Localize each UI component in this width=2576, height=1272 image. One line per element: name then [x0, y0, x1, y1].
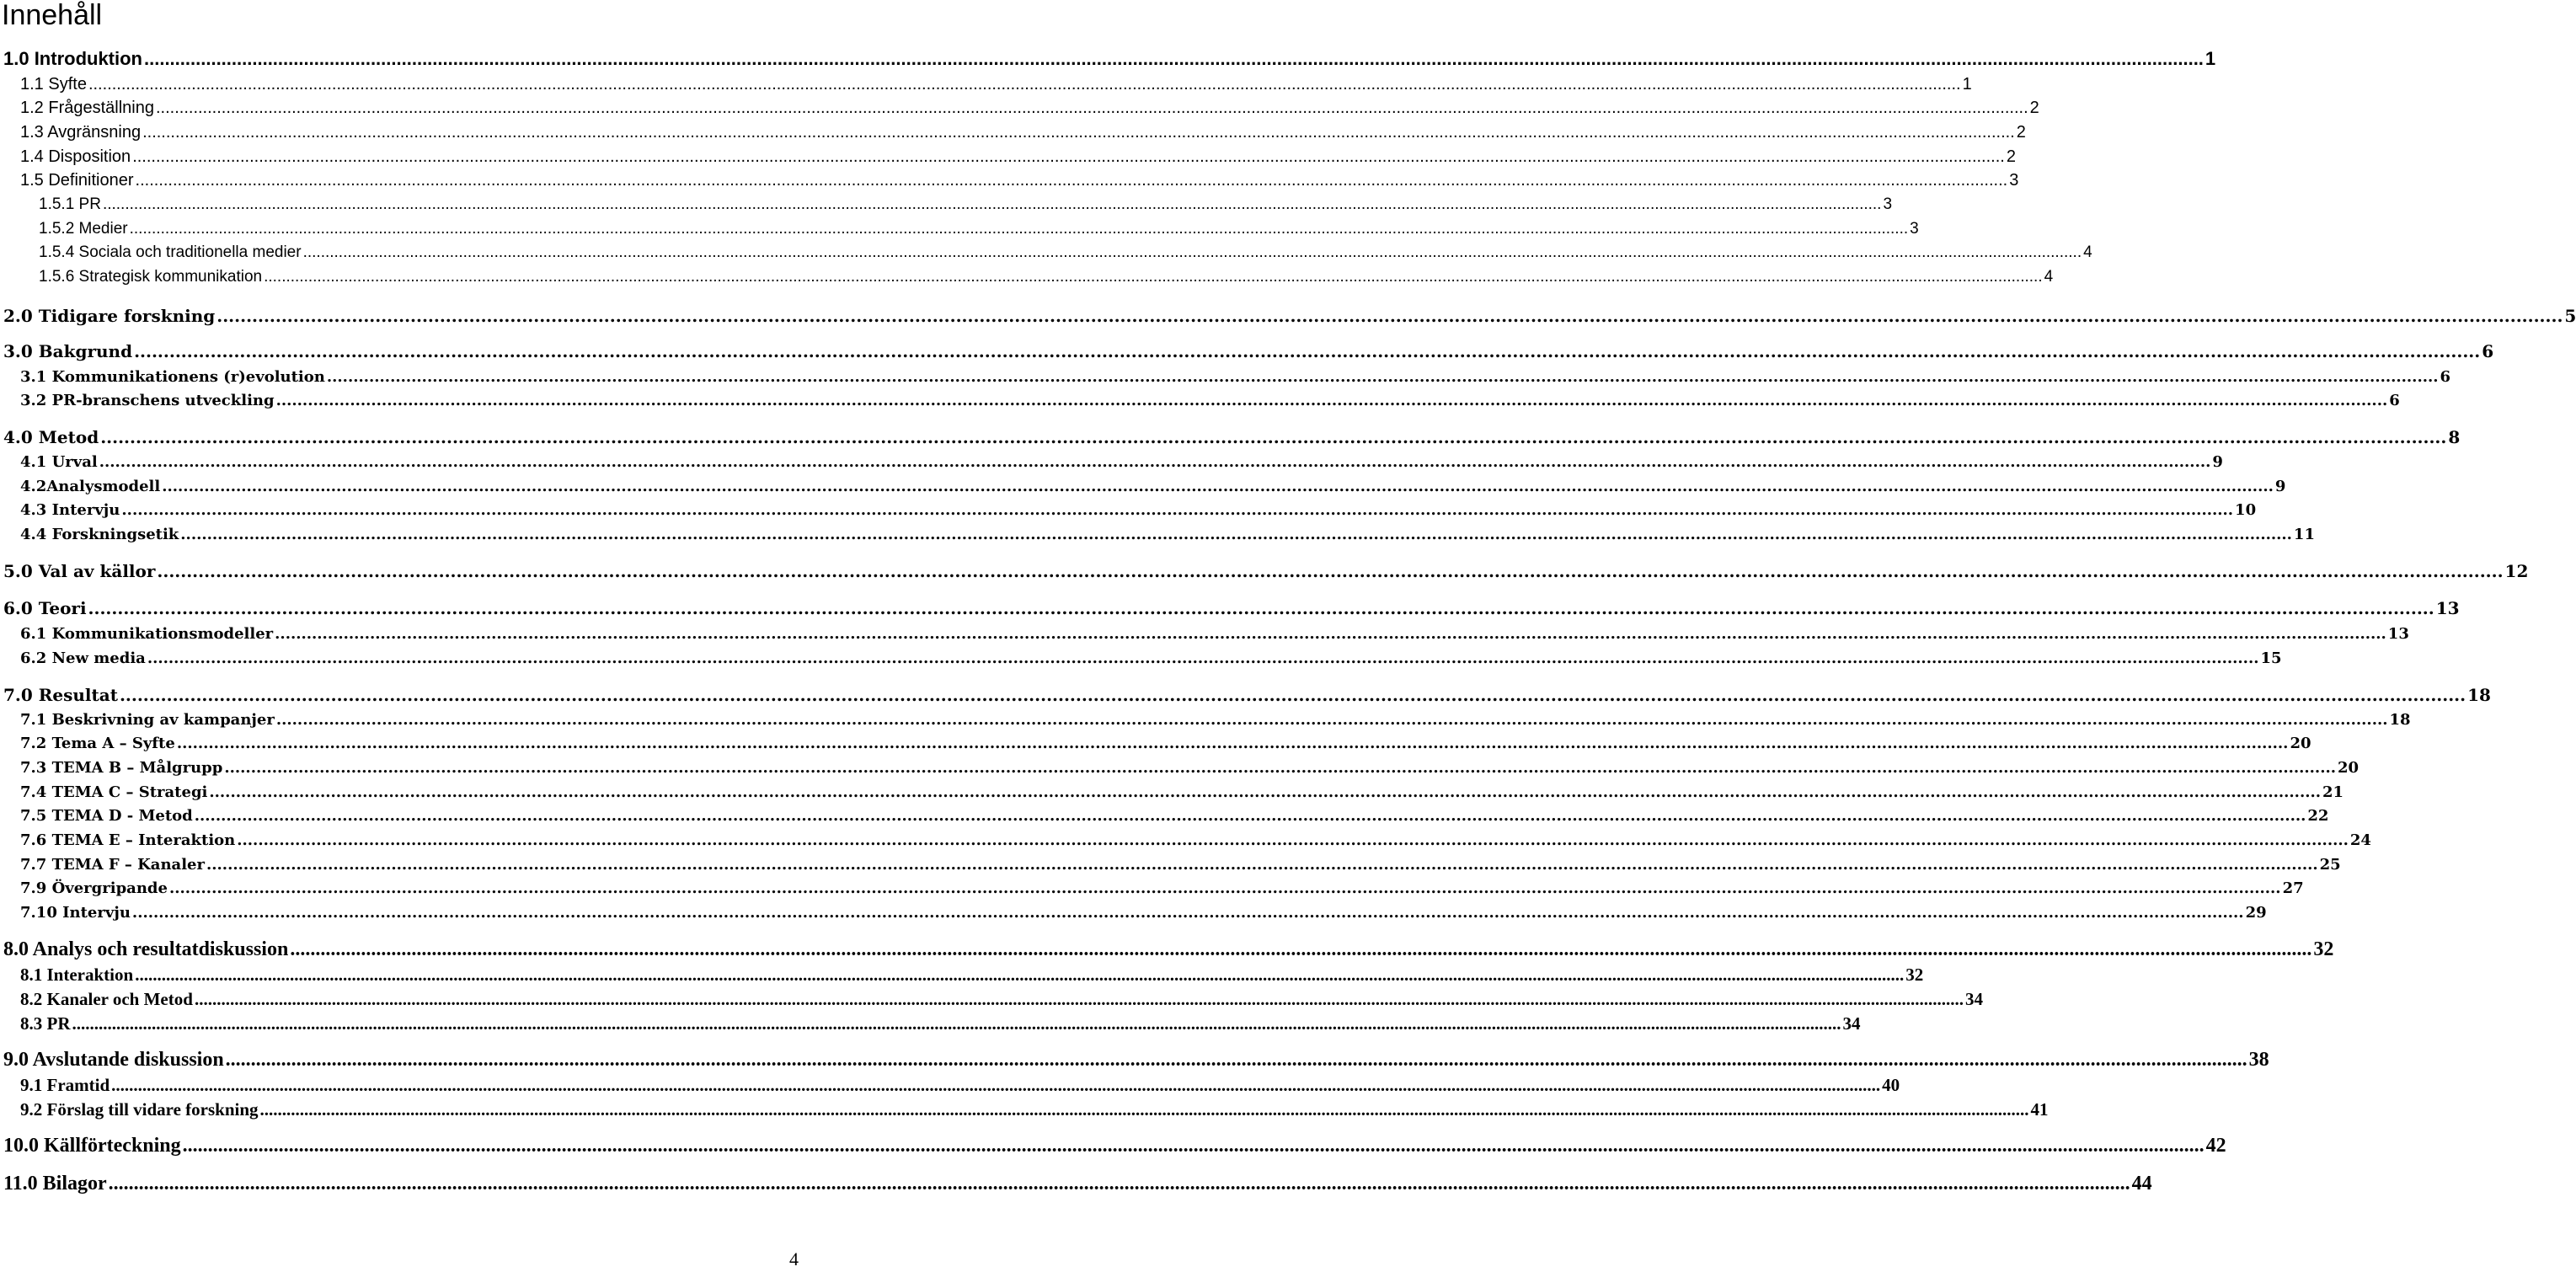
toc-entry-page: 15	[2260, 649, 2282, 667]
toc-leader-dots: ................................................................................................................................................................................................................................................................................................................................................................................................................	[108, 1173, 2130, 1195]
toc-entry[interactable]	[20, 710, 2411, 730]
toc-entry-title: 6.0 Teori	[3, 598, 87, 618]
toc-entry[interactable]	[20, 806, 2329, 826]
toc-entry-title: 6.2 New media	[20, 649, 146, 667]
toc-entry-title: 4.4 Forskningsetik	[20, 526, 179, 543]
toc-entry-page: 12	[2504, 561, 2529, 581]
toc-entry-page: 32	[2313, 938, 2334, 960]
page-number: 4	[789, 1248, 799, 1269]
toc-entry-title: 11.0 Bilagor	[3, 1173, 107, 1195]
toc-entry-title: 3.0 Bakgrund	[3, 341, 133, 361]
toc-entry[interactable]	[20, 903, 2267, 923]
toc-leader-dots: ................................................................................................................................................................................................................................................................................................................................................................................................................	[119, 685, 2466, 705]
toc-leader-dots: ................................................................................................................................................................................................................................................................................................................................................................................................................	[216, 306, 2563, 326]
toc-leader-dots: ................................................................................................................................................................................................................................................................................................................................................................................................................	[135, 171, 2008, 190]
toc-leader-dots: ................................................................................................................................................................................................................................................................................................................................................................................................................	[180, 526, 2292, 543]
toc-entry-title: 8.1 Interaktion	[20, 965, 134, 985]
toc-entry[interactable]	[20, 965, 1924, 985]
toc-leader-dots: ................................................................................................................................................................................................................................................................................................................................................................................................................	[176, 735, 2289, 752]
toc-leader-dots: ................................................................................................................................................................................................................................................................................................................................................................................................................	[264, 268, 2043, 286]
toc-entry-page: 44	[2131, 1173, 2152, 1195]
toc-entry-page: 4	[2044, 268, 2054, 286]
toc-entry[interactable]	[20, 1075, 1900, 1095]
toc-entry-page: 21	[2322, 783, 2344, 801]
toc-leader-dots: ................................................................................................................................................................................................................................................................................................................................................................................................................	[182, 1135, 2205, 1157]
toc-entry[interactable]	[39, 267, 2054, 287]
toc-entry-title: 8.3 PR	[20, 1013, 71, 1034]
toc-entry-page: 11	[2293, 526, 2315, 543]
toc-entry-title: 1.2 Frågeställning	[20, 99, 154, 117]
toc-entry[interactable]	[39, 219, 1919, 239]
toc-entry-title: 7.1 Beskrivning av kampanjer	[20, 711, 275, 729]
toc-leader-dots: ................................................................................................................................................................................................................................................................................................................................................................................................................	[224, 759, 2336, 777]
toc-entry[interactable]	[20, 624, 2409, 644]
toc-leader-dots: ................................................................................................................................................................................................................................................................................................................................................................................................................	[326, 368, 2439, 386]
toc-entry[interactable]	[20, 170, 2019, 190]
toc-entry-page: 34	[1964, 989, 1983, 1009]
toc-entry[interactable]	[20, 989, 1983, 1009]
toc-leader-dots: ................................................................................................................................................................................................................................................................................................................................................................................................................	[275, 392, 2388, 409]
toc-entry-page: 20	[2338, 759, 2360, 777]
toc-entry-title: 1.5 Definitioner	[20, 171, 134, 190]
toc-entry[interactable]	[20, 1099, 2049, 1120]
toc-entry[interactable]	[3, 425, 2461, 449]
toc-entry-page: 5	[2564, 306, 2576, 326]
toc-entry-page: 13	[2435, 598, 2460, 618]
toc-entry[interactable]	[20, 879, 2304, 899]
toc-entry[interactable]	[3, 683, 2491, 707]
toc-entry-title: 4.2Analysmodell	[20, 478, 161, 495]
toc-entry-page: 32	[1905, 965, 1924, 985]
toc-leader-dots: ................................................................................................................................................................................................................................................................................................................................................................................................................	[168, 879, 2281, 897]
toc-entry[interactable]	[20, 122, 2026, 142]
toc-entry-page: 34	[1842, 1013, 1861, 1034]
toc-entry-page: 40	[1882, 1075, 1900, 1095]
toc-entry-title: 4.1 Urval	[20, 453, 98, 471]
toc-entry-page: 6	[2389, 392, 2400, 409]
toc-entry-title: 7.6 TEMA E – Interaktion	[20, 831, 236, 849]
toc-entry-title: 4.3 Intervju	[20, 501, 120, 519]
toc-entry[interactable]	[20, 477, 2286, 497]
toc-entry[interactable]	[20, 783, 2344, 803]
toc-leader-dots: ................................................................................................................................................................................................................................................................................................................................................................................................................	[144, 48, 2204, 69]
toc-leader-dots: ................................................................................................................................................................................................................................................................................................................................................................................................................	[275, 625, 2386, 643]
toc-entry-title: 6.1 Kommunikationsmodeller	[20, 625, 274, 643]
toc-entry[interactable]	[20, 147, 2016, 167]
toc-entry-page: 6	[2482, 341, 2494, 361]
toc-leader-dots: ................................................................................................................................................................................................................................................................................................................................................................................................................	[102, 195, 1882, 213]
toc-entry-page: 27	[2282, 879, 2304, 897]
toc-entry-title: 4.0 Metod	[3, 427, 99, 447]
toc-entry-title: 7.2 Tema A – Syfte	[20, 735, 175, 752]
toc-entry-title: 5.0 Val av källor	[3, 561, 156, 581]
toc-entry-title: 3.2 PR-branschens utveckling	[20, 392, 275, 409]
toc-entry-title: 9.0 Avslutande diskussion	[3, 1049, 224, 1071]
toc-entry-page: 3	[1883, 195, 1893, 213]
toc-leader-dots: ................................................................................................................................................................................................................................................................................................................................................................................................................	[88, 598, 2434, 618]
toc-leader-dots: ................................................................................................................................................................................................................................................................................................................................................................................................................	[100, 427, 2447, 447]
toc-leader-dots: ................................................................................................................................................................................................................................................................................................................................................................................................................	[129, 220, 1909, 238]
toc-entry-title: 1.5.1 PR	[39, 195, 101, 213]
toc-leader-dots: ................................................................................................................................................................................................................................................................................................................................................................................................................	[88, 75, 1961, 94]
toc-entry-page: 8	[2448, 427, 2461, 447]
toc-entry-page: 9	[2212, 453, 2223, 471]
toc-entry-page: 18	[2467, 685, 2491, 705]
toc-entry[interactable]	[3, 559, 2529, 583]
toc-entry-title: 7.4 TEMA C – Strategi	[20, 783, 208, 801]
toc-leader-dots: ................................................................................................................................................................................................................................................................................................................................................................................................................	[290, 938, 2312, 960]
toc-entry-page: 9	[2274, 478, 2286, 495]
toc-leader-dots: ................................................................................................................................................................................................................................................................................................................................................................................................................	[135, 965, 1905, 985]
toc-entry[interactable]	[3, 596, 2460, 620]
toc-entry-title: 3.1 Kommunikationens (r)evolution	[20, 368, 325, 386]
toc-entry-title: 9.1 Framtid	[20, 1075, 110, 1095]
toc-leader-dots: ................................................................................................................................................................................................................................................................................................................................................................................................................	[209, 783, 2322, 801]
toc-entry-title: 1.5.6 Strategisk kommunikation	[39, 268, 263, 286]
toc-entry-page: 10	[2235, 501, 2257, 519]
toc-leader-dots: ................................................................................................................................................................................................................................................................................................................................................................................................................	[225, 1049, 2247, 1071]
toc-leader-dots: ................................................................................................................................................................................................................................................................................................................................................................................................................	[121, 501, 2234, 519]
toc-entry-page: 13	[2387, 625, 2409, 643]
toc-entry[interactable]	[3, 1047, 2269, 1072]
toc-entry[interactable]	[20, 649, 2282, 669]
toc-entry-page: 2	[2016, 123, 2026, 142]
toc-entry-page: 41	[2030, 1099, 2049, 1120]
toc-entry[interactable]	[20, 831, 2371, 851]
toc-entry-title: 9.2 Förslag till vidare forskning	[20, 1099, 259, 1120]
toc-entry-page: 3	[2009, 171, 2019, 190]
toc-entry-title: 7.10 Intervju	[20, 904, 131, 922]
toc-entry-title: 7.7 TEMA F – Kanaler	[20, 856, 205, 874]
toc-entry-title: 1.5.2 Medier	[39, 220, 128, 238]
toc-leader-dots: ................................................................................................................................................................................................................................................................................................................................................................................................................	[131, 904, 2244, 922]
toc-leader-dots: ................................................................................................................................................................................................................................................................................................................................................................................................................	[147, 649, 2259, 667]
toc-entry-title: 1.3 Avgränsning	[20, 123, 142, 142]
toc-entry[interactable]	[39, 195, 1893, 215]
toc-entry[interactable]	[20, 391, 2400, 411]
toc-entry-page: 3	[1910, 220, 1919, 238]
toc-leader-dots: ................................................................................................................................................................................................................................................................................................................................................................................................................	[194, 807, 2306, 825]
toc-leader-dots: ................................................................................................................................................................................................................................................................................................................................................................................................................	[302, 243, 2082, 261]
toc-entry[interactable]	[20, 367, 2451, 387]
toc-entry[interactable]	[3, 48, 2216, 70]
toc-entry[interactable]	[20, 1013, 1861, 1034]
toc-entry-page: 4	[2083, 243, 2092, 261]
toc-leader-dots: ................................................................................................................................................................................................................................................................................................................................................................................................................	[237, 831, 2349, 849]
toc-leader-dots: ................................................................................................................................................................................................................................................................................................................................................................................................................	[194, 989, 1964, 1009]
toc-entry-page: 2	[2029, 99, 2039, 117]
toc-leader-dots: ................................................................................................................................................................................................................................................................................................................................................................................................................	[275, 711, 2388, 729]
toc-leader-dots: ................................................................................................................................................................................................................................................................................................................................................................................................................	[155, 99, 2028, 117]
toc-entry-title: 7.0 Resultat	[3, 685, 118, 705]
toc-entry-page: 38	[2248, 1049, 2269, 1071]
toc-entry-page: 42	[2205, 1135, 2226, 1157]
toc-entry-page: 2	[2006, 147, 2016, 166]
toc-leader-dots: ................................................................................................................................................................................................................................................................................................................................................................................................................	[111, 1075, 1881, 1095]
toc-leader-dots: ................................................................................................................................................................................................................................................................................................................................................................................................................	[99, 453, 2211, 471]
toc-entry-page: 1	[2205, 48, 2216, 69]
toc-entry-title: 1.1 Syfte	[20, 75, 87, 94]
toc-entry[interactable]	[20, 525, 2315, 545]
toc-leader-dots: ................................................................................................................................................................................................................................................................................................................................................................................................................	[259, 1099, 2029, 1120]
toc-entry[interactable]	[3, 937, 2334, 962]
toc-entry[interactable]	[20, 734, 2311, 754]
toc-entry-title: 2.0 Tidigare forskning	[3, 306, 216, 326]
toc-entry[interactable]	[3, 339, 2494, 363]
toc-entry[interactable]	[20, 452, 2223, 473]
toc-entry-page: 24	[2349, 831, 2371, 849]
toc-entry-title: 7.5 TEMA D - Metod	[20, 807, 193, 825]
toc-entry[interactable]	[20, 98, 2039, 118]
toc-entry-title: 7.3 TEMA B – Målgrupp	[20, 759, 223, 777]
toc-entry[interactable]	[3, 304, 2576, 328]
toc-entry-title: 1.0 Introduktion	[3, 48, 142, 69]
toc-entry-title: 1.4 Disposition	[20, 147, 131, 166]
toc-entry[interactable]	[20, 855, 2341, 875]
toc-entry[interactable]	[3, 1171, 2152, 1196]
toc-entry-title: 10.0 Källförteckning	[3, 1135, 181, 1157]
toc-entry-page: 25	[2319, 856, 2341, 874]
toc-entry-page: 29	[2245, 904, 2267, 922]
toc-entry-page: 20	[2290, 735, 2311, 752]
toc-entry-title: 8.0 Analys och resultatdiskussion	[3, 938, 289, 960]
toc-entry[interactable]	[20, 758, 2360, 778]
toc-entry-title: 1.5.4 Sociala och traditionella medier	[39, 243, 302, 261]
toc-leader-dots: ................................................................................................................................................................................................................................................................................................................................................................................................................	[132, 147, 2005, 166]
toc-leader-dots: ................................................................................................................................................................................................................................................................................................................................................................................................................	[157, 561, 2504, 581]
toc-leader-dots: ................................................................................................................................................................................................................................................................................................................................................................................................................	[206, 856, 2318, 874]
toc-entry[interactable]	[20, 500, 2257, 521]
toc-leader-dots: ................................................................................................................................................................................................................................................................................................................................................................................................................	[142, 123, 2015, 142]
page-title: Innehåll	[2, 0, 103, 31]
toc-entry[interactable]	[39, 243, 2092, 263]
toc-entry-page: 1	[1962, 75, 1972, 94]
toc-leader-dots: ................................................................................................................................................................................................................................................................................................................................................................................................................	[162, 478, 2274, 495]
toc-entry[interactable]	[3, 1133, 2226, 1158]
toc-entry[interactable]	[20, 74, 1972, 94]
toc-entry-page: 6	[2440, 368, 2451, 386]
toc-leader-dots: ................................................................................................................................................................................................................................................................................................................................................................................................................	[72, 1013, 1841, 1034]
toc-entry-page: 22	[2307, 807, 2329, 825]
toc-leader-dots: ................................................................................................................................................................................................................................................................................................................................................................................................................	[134, 341, 2481, 361]
toc-entry-title: 7.9 Övergripande	[20, 879, 168, 897]
toc-entry-page: 18	[2389, 711, 2411, 729]
toc-entry-title: 8.2 Kanaler och Metod	[20, 989, 193, 1009]
